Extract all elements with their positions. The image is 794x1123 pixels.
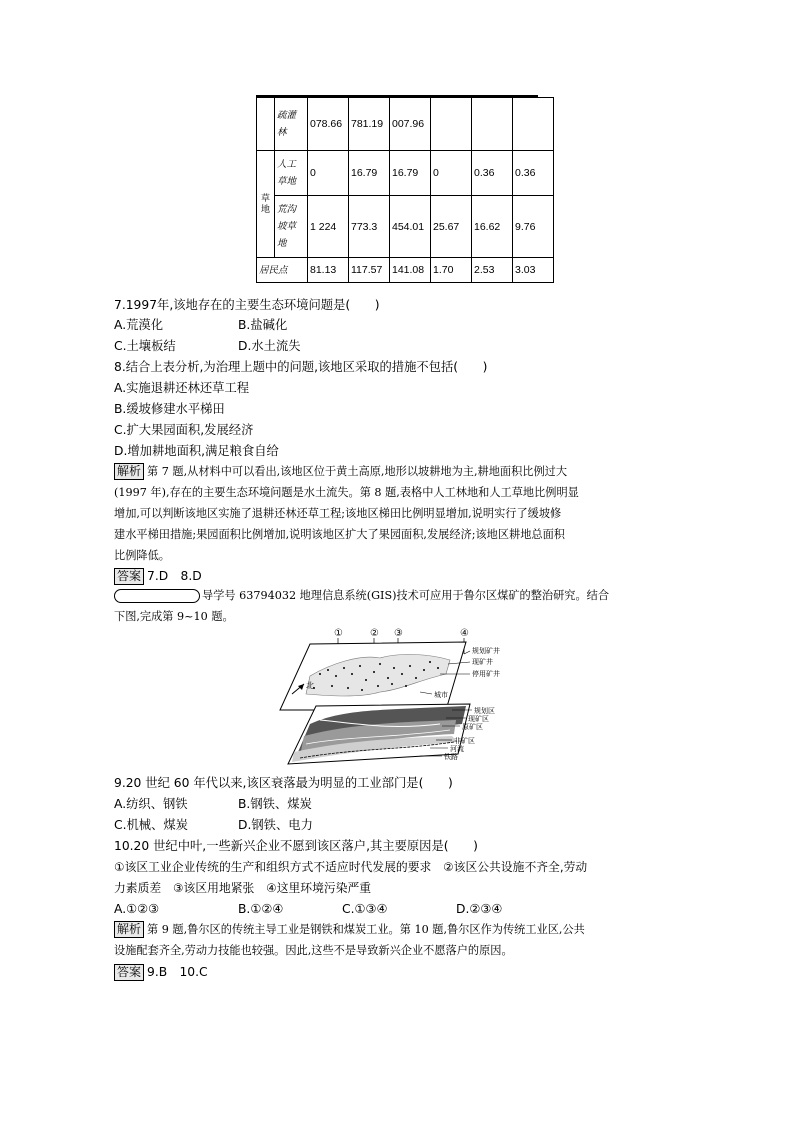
table-cell-subtype: 疏灌林	[275, 98, 308, 151]
question-9-option-a: A.纺织、钢铁	[114, 797, 188, 811]
question-10-stem: 10.20 世纪中叶,一些新兴企业不愿到该区落户,其主要原因是( )	[114, 839, 478, 853]
table-cell-category	[257, 98, 275, 151]
table-cell: 16.79	[390, 151, 431, 196]
question-9-option-b: B.钢铁、煤炭	[238, 797, 312, 811]
table-cell: 16.62	[472, 196, 513, 258]
explanation-line: 增加,可以判断该地区实施了退耕还林还草工程;该地区梯田比例明显增加,说明实行了缓坡修	[114, 507, 562, 520]
table-cell	[513, 98, 554, 151]
table-cell: 007.96	[390, 98, 431, 151]
table-cell: 0	[308, 151, 349, 196]
answer-text: 9.B 10.C	[147, 965, 208, 979]
intro-line: 导学号 63794032 地理信息系统(GIS)技术可应用于鲁尔区煤矿的整治研究。结合	[202, 589, 610, 602]
table-cell: 781.19	[349, 98, 390, 151]
legend-planned-mine: 规划矿井	[472, 647, 500, 655]
question-9-option-d: D.钢铁、电力	[238, 818, 313, 832]
table-cell: 117.57	[349, 258, 390, 283]
land-use-table	[256, 97, 554, 283]
intro-line: 下图,完成第 9~10 题。	[114, 610, 234, 623]
table-cell-subtype: 居民点	[257, 258, 308, 283]
table-cell: 0	[431, 151, 472, 196]
table-cell: 3.03	[513, 258, 554, 283]
table-row	[257, 196, 554, 258]
table-cell: 078.66	[308, 98, 349, 151]
answer-line	[114, 566, 202, 586]
question-7-stem: 7.1997年,该地存在的主要生态环境问题是( )	[114, 298, 380, 312]
table-cell: 454.01	[390, 196, 431, 258]
map-marker-4: ④	[460, 628, 469, 639]
legend-planned-area: 规划区	[474, 707, 495, 715]
question-10-option-a: A.①②③	[114, 902, 160, 916]
question-10-option-d: D.②③④	[456, 902, 503, 916]
explanation-line	[114, 920, 585, 941]
answer-tag: 答案	[114, 568, 144, 585]
question-7-option-b: B.盐碱化	[238, 318, 288, 332]
question-8-stem: 8.结合上表分析,为治理上题中的问题,该地区采取的措施不包括( )	[114, 360, 488, 374]
table-cell-subtype: 人工草地	[275, 151, 308, 196]
question-10-statement: ①该区工业企业传统的生产和组织方式不适应时代发展的要求 ②该区公共设施不齐全,劳动	[114, 860, 588, 874]
table-cell-subtype: 荒沟坡草地	[275, 196, 308, 258]
question-9-option-c: C.机械、煤炭	[114, 818, 188, 832]
question-7-option-d: D.水土流失	[238, 339, 301, 353]
table-cell: 141.08	[390, 258, 431, 283]
question-9-stem: 9.20 世纪 60 年代以来,该区衰落最为明显的工业部门是( )	[114, 776, 453, 790]
table-cell-category: 草地	[257, 151, 275, 258]
explanation-line: 设施配套齐全,劳动力技能也较强。因此,这些不是导致新兴企业不愿落户的原因。	[114, 944, 513, 957]
legend-former-area: 原矿区	[462, 723, 483, 731]
legend-current-mine: 现矿井	[472, 658, 493, 666]
explanation-line	[114, 462, 567, 483]
gis-layer-map	[270, 624, 510, 772]
table-cell: 0.36	[472, 151, 513, 196]
question-8-option-b: B.缓坡修建水平梯田	[114, 402, 225, 416]
question-10-option-c: C.①③④	[342, 902, 388, 916]
table-row	[257, 258, 554, 283]
question-10-option-b: B.①②④	[238, 902, 284, 916]
question-7-option-c: C.土壤板结	[114, 339, 176, 353]
question-8-option-a: A.实施退耕还林还草工程	[114, 381, 250, 395]
legend-railway: 铁路	[444, 753, 458, 761]
question-8-option-d: D.增加耕地面积,满足粮食自给	[114, 444, 279, 458]
explanation-tag: 解析	[114, 463, 144, 480]
explanation-text: 第 9 题,鲁尔区的传统主导工业是钢铁和煤炭工业。第 10 题,鲁尔区作为传统工业区,公共	[147, 923, 585, 936]
map-marker-3: ③	[394, 628, 403, 639]
explanation-line: 建水平梯田措施;果园面积比例增加,说明该地区扩大了果园面积,发展经济;该地区耕地总面积	[114, 528, 565, 541]
table-cell: 16.79	[349, 151, 390, 196]
explanation-line: 比例降低。	[114, 549, 170, 562]
explanation-tag: 解析	[114, 921, 144, 938]
table-cell: 1 224	[308, 196, 349, 258]
legend-current-area: 现矿区	[468, 715, 489, 723]
answer-text: 7.D 8.D	[147, 569, 202, 583]
map-marker-1: ①	[334, 628, 343, 639]
table-row	[257, 151, 554, 196]
legend-city: 城市	[434, 691, 448, 699]
table-cell: 773.3	[349, 196, 390, 258]
question-8-option-c: C.扩大果园面积,发展经济	[114, 423, 254, 437]
question-7-option-a: A.荒漠化	[114, 318, 163, 332]
guide-number-badge	[114, 589, 200, 603]
answer-tag: 答案	[114, 964, 144, 981]
explanation-text: 第 7 题,从材料中可以看出,该地区位于黄土高原,地形以坡耕地为主,耕地面积比例过大	[147, 465, 568, 478]
table-cell	[431, 98, 472, 151]
table-cell: 0.36	[513, 151, 554, 196]
legend-non-mining-area: 非矿区	[454, 737, 475, 745]
legend-river: 河流	[450, 745, 464, 753]
table-cell: 81.13	[308, 258, 349, 283]
table-cell: 2.53	[472, 258, 513, 283]
question-10-statement: 力素质差 ③该区用地紧张 ④这里环境污染严重	[114, 881, 372, 895]
table-cell: 25.67	[431, 196, 472, 258]
map-marker-2: ②	[370, 628, 379, 639]
table-row	[257, 98, 554, 151]
explanation-line: (1997 年),存在的主要生态环境问题是水土流失。第 8 题,表格中人工林地和人工草地比例明显	[114, 486, 579, 499]
table-cell: 1.70	[431, 258, 472, 283]
table-cell	[472, 98, 513, 151]
answer-line	[114, 962, 208, 982]
legend-closed-mine: 停用矿井	[472, 670, 500, 678]
table-cell: 9.76	[513, 196, 554, 258]
north-label: 北	[306, 681, 314, 690]
